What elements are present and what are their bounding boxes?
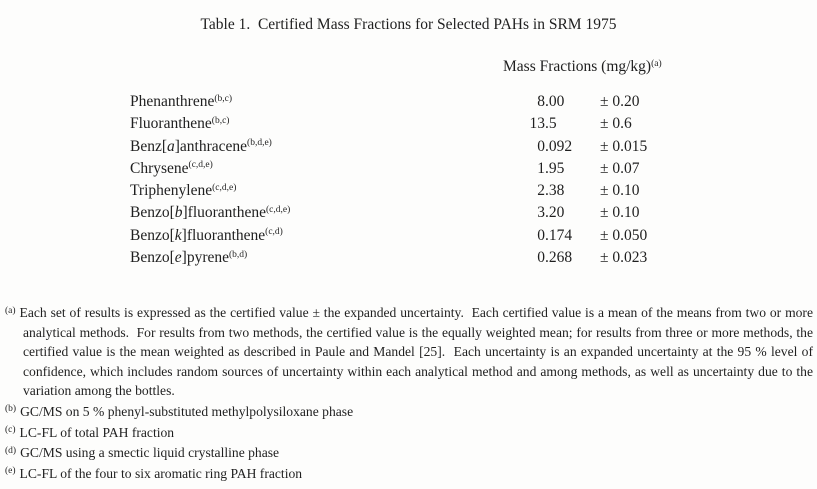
table-row xyxy=(130,180,750,202)
mass-fraction-value-frac: .20 xyxy=(545,204,565,222)
uncertainty-value: ± 0.050 xyxy=(600,226,648,244)
compound-name xyxy=(130,225,515,247)
compound-name xyxy=(130,113,515,135)
footnote-marker: (b) xyxy=(5,404,17,415)
compound-footnote-marker: (c,d,e) xyxy=(266,204,291,215)
table-title: Table 1. Certified Mass Fractions for Selected PAHs in SRM 1975 xyxy=(200,16,617,33)
mass-fraction-value-int: 0 xyxy=(537,249,545,267)
footnote-marker: (d) xyxy=(5,445,17,456)
compound-name xyxy=(130,180,515,202)
compound-name-italic: b xyxy=(174,204,183,222)
table-row xyxy=(130,136,750,158)
table-row xyxy=(130,247,750,269)
footnote-text: LC-FL of total PAH fraction xyxy=(19,424,175,440)
mass-fraction-value-frac: .00 xyxy=(545,93,565,110)
uncertainty-value: ± 0.6 xyxy=(600,115,632,133)
compound-footnote-marker: (b,d) xyxy=(229,249,248,260)
footnote-text: Each set of results is expressed as the certified value ± the expanded uncertainty. Each certified value is a mean of the means from two or more analytical methods. For results from two methods, the certified value is the equally weighted mean; for results from three or more methods, the certified value is the mean weighted as described in Paule and Mandel [25]. Each uncertainty is an expanded uncertainty at the 95 % level of confidence, which includes random sources of uncertainty within each analytical method and among methods, as well as uncertainty due to the variation among the bottles. xyxy=(19,305,817,399)
compound-name-italic: k xyxy=(174,226,182,244)
footnote-c xyxy=(5,423,813,443)
uncertainty-value: ± 0.07 xyxy=(600,159,640,177)
compound-name-text: Benzo[ xyxy=(130,249,175,267)
compound-name xyxy=(130,247,515,269)
compound-name xyxy=(130,136,515,158)
table-row xyxy=(130,158,750,180)
compound-name-text: Fluoranthene xyxy=(130,115,212,133)
compound-name-text: Benzo[ xyxy=(130,226,175,244)
footnote-marker: (e) xyxy=(5,466,16,477)
mass-fraction-value-int: 3 xyxy=(537,204,545,222)
compound-name-italic: e xyxy=(174,249,182,267)
compound-name-italic: a xyxy=(167,137,175,155)
compound-footnote-marker: (b,c) xyxy=(214,93,233,104)
footnote-text: GC/MS using a smectic liquid crystalline phase xyxy=(20,445,280,461)
mass-fraction-value-frac: .95 xyxy=(545,159,565,177)
compound-name xyxy=(130,158,515,180)
table-row xyxy=(130,91,750,113)
column-header-footnote-marker: (a) xyxy=(651,58,662,69)
mass-fraction-value-int: 2 xyxy=(537,182,545,200)
mass-fraction-value-frac: .5 xyxy=(545,115,557,133)
compound-name-text: Benzo[ xyxy=(130,204,175,222)
uncertainty-value: ± 0.10 xyxy=(600,204,640,222)
compound-name-text: ]fluoranthene xyxy=(182,204,267,222)
footnote-text: LC-FL of the four to six aromatic ring PAH fraction xyxy=(19,465,303,481)
compound-name xyxy=(130,202,515,224)
footnote-d xyxy=(5,443,813,463)
mass-fraction-value-frac: .092 xyxy=(545,137,573,155)
column-header-text: Mass Fractions (mg/kg) xyxy=(503,58,652,75)
compound-name-text: Triphenylene xyxy=(130,182,213,200)
table-row xyxy=(130,113,750,135)
compound-name xyxy=(130,91,515,113)
footnote-marker: (a) xyxy=(5,305,16,316)
footnote-marker: (c) xyxy=(5,425,16,436)
mass-fraction-value-frac: .174 xyxy=(545,226,573,244)
uncertainty-value: ± 0.015 xyxy=(600,137,648,155)
compound-footnote-marker: (c,d) xyxy=(265,227,283,238)
uncertainty-value: ± 0.10 xyxy=(600,182,640,200)
mass-fraction-value-frac: .38 xyxy=(545,182,565,200)
compound-footnote-marker: (b,d,e) xyxy=(247,138,272,149)
footnote-text: GC/MS on 5 % phenyl-substituted methylpolysiloxane phase xyxy=(20,403,354,419)
uncertainty-value: ± 0.023 xyxy=(600,249,648,267)
table-row xyxy=(130,225,750,247)
compound-name-text: Benz[ xyxy=(130,137,168,155)
mass-fraction-value-int: 13 xyxy=(529,115,545,133)
footnote-a xyxy=(5,303,817,401)
compound-name-text: Chrysene xyxy=(130,159,189,177)
footnotes xyxy=(5,303,817,484)
compound-footnote-marker: (c,d,e) xyxy=(188,160,213,171)
uncertainty-value: ± 0.20 xyxy=(600,93,640,110)
mass-fraction-value-int: 0 xyxy=(537,137,545,155)
table-row xyxy=(130,202,750,224)
compound-footnote-marker: (c,d,e) xyxy=(212,182,237,193)
footnote-e xyxy=(5,464,813,484)
footnote-b xyxy=(5,402,813,422)
compound-footnote-marker: (b,c) xyxy=(211,115,230,126)
mass-fraction-value-int: 1 xyxy=(537,159,545,177)
mass-fraction-value-int: 8 xyxy=(537,93,545,110)
mass-fraction-value-int: 0 xyxy=(537,226,545,244)
column-header xyxy=(503,58,662,76)
compound-name-text: Phenanthrene xyxy=(130,93,215,110)
compound-name-text: ]fluoranthene xyxy=(181,226,266,244)
mass-fraction-value-frac: .268 xyxy=(545,249,573,267)
certified-mass-fractions-table xyxy=(130,91,750,269)
compound-name-text: ]pyrene xyxy=(181,249,229,267)
compound-name-text: ]anthracene xyxy=(174,137,248,155)
